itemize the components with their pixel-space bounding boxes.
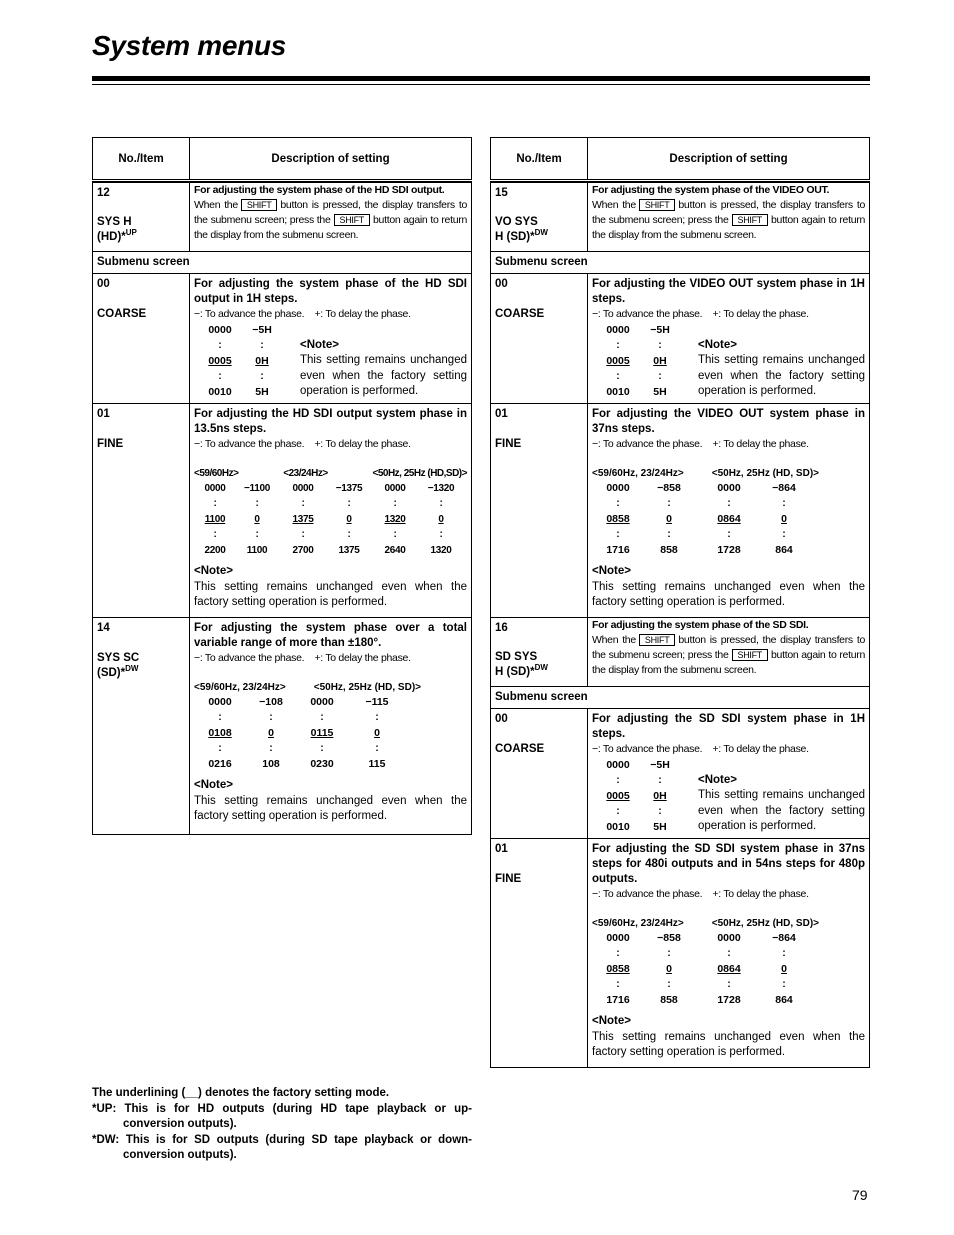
range-value: 0 — [666, 512, 672, 525]
item-name: COARSE — [97, 308, 147, 320]
range-value: : — [255, 529, 259, 540]
menu-item-14 — [93, 618, 472, 835]
submenu-instruction: When the SHIFT button is pressed, the display transfers to the submenu screen; press the SHIFT button again to return the display from the submenu screen. — [592, 634, 865, 676]
range-value: : — [213, 498, 217, 509]
range-value: 0000 — [717, 481, 741, 494]
item-number: 00 — [97, 278, 110, 290]
note-text: This setting remains unchanged even when the factory setting operation is performed. — [194, 580, 467, 608]
range-label: <23/24Hz> — [283, 467, 328, 479]
range-value: 0000 — [204, 482, 226, 494]
range-value: 115 — [368, 757, 386, 770]
menu-item-12-01 — [93, 404, 472, 618]
advance-delay-text: −: To advance the phase. +: To delay the phase. — [194, 308, 411, 320]
range-value: 2640 — [384, 544, 406, 556]
note-heading: <Note> — [592, 1015, 631, 1027]
range-value: : — [375, 711, 379, 723]
value-range-grid — [598, 323, 682, 401]
note-text: This setting remains unchanged even when the factory setting operation is performed. — [698, 789, 865, 832]
item-name: FINE — [97, 438, 124, 450]
title-rule-thick — [92, 76, 870, 81]
range-value: 1728 — [717, 543, 741, 556]
footnote-up: *UP: This is for HD outputs (during HD tape playback or up-conversion outputs). — [92, 1102, 472, 1130]
range-value: −5H — [650, 323, 670, 336]
range-value: : — [658, 339, 662, 351]
range-value: 5H — [653, 820, 667, 833]
range-value: 0010 — [606, 820, 630, 833]
range-value: 0230 — [310, 757, 334, 770]
range-value: : — [393, 529, 397, 540]
item-heading: For adjusting the SD SDI system phase in 1H steps. — [592, 713, 865, 740]
column-header-description: Description of setting — [190, 138, 472, 181]
menu-item-12 — [93, 183, 472, 252]
range-value: 0216 — [208, 757, 232, 770]
item-scope: H (SD)* — [495, 231, 535, 243]
range-label: <50Hz, 25Hz (HD, SD)> — [711, 467, 819, 479]
range-value: : — [616, 528, 620, 540]
page-title: System menus — [92, 30, 287, 61]
shift-key-icon: SHIFT — [334, 214, 371, 226]
advance-delay-text: −: To advance the phase. +: To delay the phase. — [592, 888, 809, 900]
range-value: 0H — [653, 789, 667, 802]
range-label: <50Hz, 25Hz (HD, SD)> — [313, 681, 421, 693]
item-scope-sup: DW — [534, 228, 548, 238]
menu-item-16 — [491, 618, 870, 687]
value-range-grid — [200, 695, 467, 773]
shift-key-icon: SHIFT — [241, 199, 278, 211]
item-scope-sup: UP — [125, 228, 137, 238]
item-name: COARSE — [495, 743, 545, 755]
range-value: 0 — [374, 726, 380, 739]
range-value: : — [667, 528, 671, 540]
range-value: : — [782, 978, 786, 990]
range-value: : — [213, 529, 217, 540]
item-scope-sup: DW — [125, 664, 139, 674]
range-value: −1320 — [427, 482, 455, 494]
range-value: 2200 — [204, 544, 226, 556]
item-scope-sup: DW — [534, 663, 548, 673]
range-value: : — [727, 978, 731, 990]
submenu-label: Submenu screen — [491, 252, 870, 274]
range-label: <50Hz, 25Hz (HD, SD)> — [711, 917, 819, 929]
value-range-grid — [200, 323, 284, 401]
title-rule-thin — [92, 84, 870, 85]
range-value: : — [727, 528, 731, 540]
range-value: 858 — [660, 543, 678, 556]
range-value: : — [320, 742, 324, 754]
note-heading: <Note> — [194, 565, 233, 577]
range-value: 0000 — [208, 323, 232, 336]
item-number: 01 — [97, 408, 110, 420]
range-label: <59/60Hz> — [194, 467, 239, 479]
range-value: −5H — [252, 323, 272, 336]
range-value: : — [260, 339, 264, 351]
range-value: 1320 — [430, 544, 452, 556]
range-value: : — [616, 774, 620, 786]
range-value: −1100 — [243, 482, 271, 494]
note-text: This setting remains unchanged even when the factory setting operation is performed. — [194, 794, 467, 822]
note-text: This setting remains unchanged even when the factory setting operation is performed. — [592, 580, 865, 608]
range-value: : — [658, 805, 662, 817]
range-value: 0115 — [310, 726, 334, 739]
shift-key-icon: SHIFT — [639, 634, 676, 646]
range-value: : — [616, 497, 620, 509]
menu-item-15-01 — [491, 404, 870, 618]
range-value: −864 — [772, 931, 796, 944]
item-number: 12 — [97, 187, 110, 199]
range-value: 108 — [262, 757, 280, 770]
item-heading: For adjusting the SD SDI system phase in 37ns steps for 480i outputs and in 54ns steps for 480p outputs. — [592, 843, 865, 885]
item-scope: (HD)* — [97, 231, 126, 243]
range-value: −5H — [650, 758, 670, 771]
range-value: : — [393, 498, 397, 509]
range-value: : — [782, 497, 786, 509]
range-value: : — [439, 498, 443, 509]
range-value: : — [727, 947, 731, 959]
range-value: 0864 — [717, 512, 741, 525]
item-number: 00 — [495, 713, 508, 725]
range-value: : — [260, 370, 264, 382]
range-value: 0000 — [606, 931, 630, 944]
range-value: 0000 — [384, 482, 406, 494]
range-value: 0858 — [606, 962, 630, 975]
range-value: 0000 — [606, 323, 630, 336]
range-value: −858 — [657, 931, 681, 944]
range-label: <59/60Hz, 23/24Hz> — [194, 681, 286, 693]
range-value: : — [255, 498, 259, 509]
range-value: 0H — [653, 354, 667, 367]
item-name: SYS H — [97, 216, 132, 228]
range-value: : — [218, 711, 222, 723]
note-text: This setting remains unchanged even when the factory setting operation is performed. — [592, 1030, 865, 1058]
item-heading: For adjusting the system phase of the HD SDI output in 1H steps. — [194, 278, 467, 305]
range-value: : — [616, 805, 620, 817]
item-scope: H (SD)* — [495, 666, 535, 678]
item-scope: (SD)* — [97, 667, 126, 679]
range-value: : — [301, 529, 305, 540]
note-heading: <Note> — [194, 779, 233, 791]
page-number: 79 — [852, 1187, 868, 1203]
menu-item-16-00 — [491, 709, 870, 839]
range-value: : — [218, 370, 222, 382]
value-range-grid — [196, 481, 467, 559]
range-value: 0010 — [208, 385, 232, 398]
range-value: 0000 — [310, 695, 334, 708]
shift-key-icon: SHIFT — [732, 649, 769, 661]
range-value: 0000 — [606, 758, 630, 771]
item-heading: For adjusting the system phase over a total variable range of more than ±180°. — [194, 622, 467, 649]
range-value: 0 — [346, 513, 352, 525]
item-name: FINE — [495, 438, 522, 450]
range-value: : — [667, 497, 671, 509]
note-heading: <Note> — [592, 565, 631, 577]
range-value: : — [658, 370, 662, 382]
range-value: : — [269, 742, 273, 754]
range-value: 5H — [255, 385, 269, 398]
range-value: 0000 — [292, 482, 314, 494]
footnotes — [92, 1086, 472, 1164]
range-value: : — [667, 947, 671, 959]
range-value: 858 — [660, 993, 678, 1006]
note-text: This setting remains unchanged even when the factory setting operation is performed. — [300, 354, 467, 397]
range-value: 0 — [781, 512, 787, 525]
advance-delay-text: −: To advance the phase. +: To delay the phase. — [194, 652, 411, 664]
range-value: : — [667, 978, 671, 990]
range-value: 1716 — [606, 993, 630, 1006]
range-value: 0 — [781, 962, 787, 975]
range-value: 0000 — [717, 931, 741, 944]
right-menu-table — [490, 137, 870, 1068]
item-heading: For adjusting the VIDEO OUT system phase in 1H steps. — [592, 278, 865, 305]
shift-key-icon: SHIFT — [639, 199, 676, 211]
range-value: 0005 — [606, 354, 630, 367]
range-value: 5H — [653, 385, 667, 398]
range-value: 0005 — [606, 789, 630, 802]
note-heading: <Note> — [300, 338, 339, 351]
column-header-no-item: No./Item — [93, 138, 190, 181]
range-value: : — [616, 339, 620, 351]
menu-item-12-00 — [93, 274, 472, 404]
submenu-label: Submenu screen — [491, 687, 870, 709]
range-value: −108 — [259, 695, 283, 708]
range-value: : — [301, 498, 305, 509]
item-number: 15 — [495, 187, 508, 199]
range-value: : — [375, 742, 379, 754]
item-name: FINE — [495, 873, 522, 885]
range-value: : — [782, 947, 786, 959]
range-value: 0 — [438, 513, 444, 525]
item-name: COARSE — [495, 308, 545, 320]
advance-delay-text: −: To advance the phase. +: To delay the phase. — [592, 438, 809, 450]
item-number: 01 — [495, 843, 508, 855]
range-value: −858 — [657, 481, 681, 494]
value-range-grid — [598, 481, 865, 559]
range-value: 0 — [666, 962, 672, 975]
range-value: 0H — [255, 354, 269, 367]
range-value: 864 — [775, 543, 793, 556]
submenu-instruction: When the SHIFT button is pressed, the display transfers to the submenu screen; press the SHIFT button again to return the display from the submenu screen. — [194, 199, 467, 241]
column-header-no-item: No./Item — [491, 138, 588, 181]
range-value: 0 — [254, 513, 260, 525]
footnote-underline: The underlining (__) denotes the factory setting mode. — [92, 1087, 390, 1099]
range-value: 1375 — [292, 513, 314, 525]
range-value: 0858 — [606, 512, 630, 525]
range-label: <59/60Hz, 23/24Hz> — [592, 917, 684, 929]
range-value: 0 — [268, 726, 274, 739]
item-number: 14 — [97, 622, 110, 634]
item-name: SD SYS — [495, 651, 538, 663]
range-value: 0000 — [208, 695, 232, 708]
value-range-grid — [598, 758, 682, 836]
range-value: 1100 — [246, 544, 268, 556]
range-value: : — [347, 529, 351, 540]
range-value: 2700 — [292, 544, 314, 556]
left-menu-table — [92, 137, 472, 835]
item-number: 16 — [495, 622, 508, 634]
range-value: 864 — [775, 993, 793, 1006]
menu-item-15 — [491, 183, 870, 252]
menu-item-15-00 — [491, 274, 870, 404]
item-heading: For adjusting the VIDEO OUT system phase in 37ns steps. — [592, 408, 865, 435]
range-value: : — [320, 711, 324, 723]
column-header-description: Description of setting — [588, 138, 870, 181]
item-heading: For adjusting the system phase of the HD SDI output. — [194, 184, 445, 196]
range-value: 1320 — [384, 513, 406, 525]
item-heading: For adjusting the HD SDI output system phase in 13.5ns steps. — [194, 408, 467, 435]
range-value: : — [218, 742, 222, 754]
range-value: : — [269, 711, 273, 723]
value-range-grid — [598, 931, 865, 1009]
range-value: 1100 — [204, 513, 226, 525]
range-value: 1728 — [717, 993, 741, 1006]
range-value: 0108 — [208, 726, 232, 739]
range-value: : — [616, 947, 620, 959]
range-value: 1375 — [338, 544, 360, 556]
range-value: : — [347, 498, 351, 509]
note-text: This setting remains unchanged even when the factory setting operation is performed. — [698, 354, 865, 397]
item-name: SYS SC — [97, 652, 140, 664]
range-label: <50Hz, 25Hz (HD,SD)> — [372, 467, 467, 479]
footnote-dw: *DW: This is for SD outputs (during SD tape playback or down-conversion outputs). — [92, 1133, 472, 1161]
shift-key-icon: SHIFT — [732, 214, 769, 226]
advance-delay-text: −: To advance the phase. +: To delay the phase. — [592, 308, 809, 320]
range-value: −115 — [365, 695, 389, 708]
range-value: 0000 — [606, 481, 630, 494]
range-value: 1716 — [606, 543, 630, 556]
item-heading: For adjusting the system phase of the VIDEO OUT. — [592, 184, 830, 196]
range-value: 0864 — [717, 962, 741, 975]
item-heading: For adjusting the system phase of the SD SDI. — [592, 619, 809, 631]
advance-delay-text: −: To advance the phase. +: To delay the phase. — [592, 743, 809, 755]
submenu-label: Submenu screen — [93, 252, 472, 274]
item-number: 00 — [495, 278, 508, 290]
range-value: 0010 — [606, 385, 630, 398]
range-value: −864 — [772, 481, 796, 494]
range-value: : — [727, 497, 731, 509]
range-value: 0005 — [208, 354, 232, 367]
note-heading: <Note> — [698, 773, 737, 786]
range-value: : — [616, 370, 620, 382]
note-heading: <Note> — [698, 338, 737, 351]
range-value: : — [782, 528, 786, 540]
range-label: <59/60Hz, 23/24Hz> — [592, 467, 684, 479]
item-name: VO SYS — [495, 216, 538, 228]
advance-delay-text: −: To advance the phase. +: To delay the phase. — [194, 438, 411, 450]
range-value: : — [658, 774, 662, 786]
menu-item-16-01 — [491, 839, 870, 1068]
range-value: : — [439, 529, 443, 540]
range-value: −1375 — [335, 482, 363, 494]
range-value: : — [218, 339, 222, 351]
range-value: : — [616, 978, 620, 990]
submenu-instruction: When the SHIFT button is pressed, the display transfers to the submenu screen; press the SHIFT button again to return the display from the submenu screen. — [592, 199, 865, 241]
item-number: 01 — [495, 408, 508, 420]
